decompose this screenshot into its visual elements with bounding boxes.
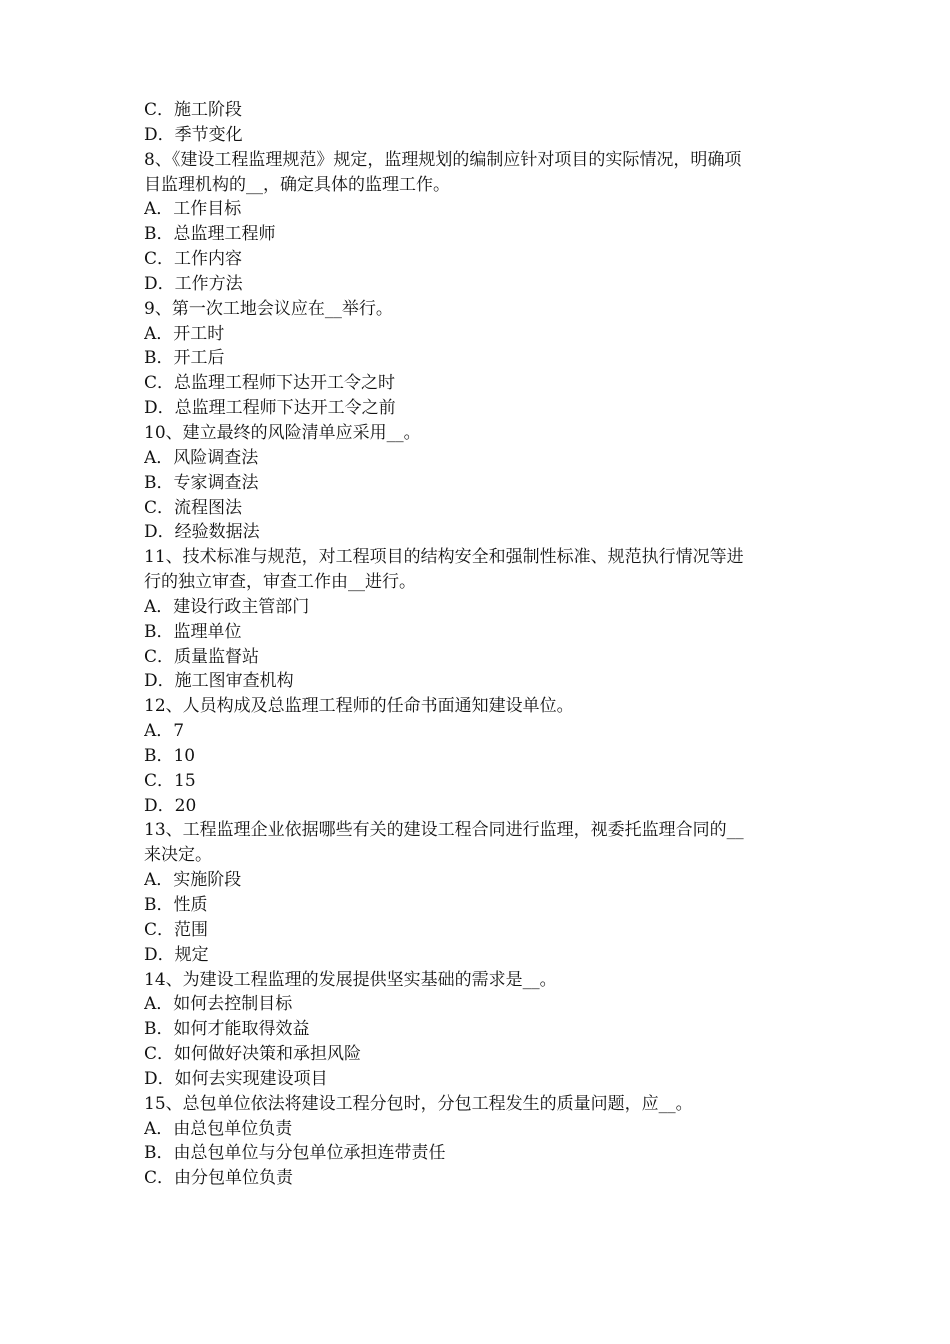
option-line: B．10 [144, 745, 196, 766]
option-line: C．15 [144, 770, 196, 791]
question-line: 行的独立审查，审查工作由__进行。 [144, 572, 416, 593]
option-line: D．经验数据法 [144, 522, 260, 543]
option-line: C．工作内容 [144, 249, 243, 270]
question-line: 13、工程监理企业依据哪些有关的建设工程合同进行监理，视委托监理合同的__ [144, 820, 744, 841]
option-line: A．开工时 [144, 323, 225, 344]
option-line: A．实施阶段 [144, 870, 242, 891]
option-line: A．工作目标 [144, 199, 242, 220]
question-line: 15、总包单位依法将建设工程分包时，分包工程发生的质量问题，应__。 [144, 1093, 693, 1114]
document-body [144, 98, 816, 1191]
question-line: 9、第一次工地会议应在__举行。 [144, 298, 393, 319]
question-line: 10、建立最终的风险清单应采用__。 [144, 422, 421, 443]
option-line: D．工作方法 [144, 273, 243, 294]
option-line: B．如何才能取得效益 [144, 1019, 310, 1040]
option-line: A．风险调查法 [144, 447, 259, 468]
option-line: C．施工阶段 [144, 100, 243, 120]
option-line: D．施工图审查机构 [144, 671, 294, 692]
option-line: C．如何做好决策和承担风险 [144, 1044, 362, 1065]
option-line: D．如何去实现建设项目 [144, 1068, 328, 1089]
question-line: 12、人员构成及总监理工程师的任命书面通知建设单位。 [144, 696, 574, 717]
option-line: D．20 [144, 795, 197, 816]
option-line: C．质量监督站 [144, 646, 260, 667]
option-line: D．规定 [144, 944, 209, 965]
option-line: B．性质 [144, 895, 208, 915]
question-line: 14、为建设工程监理的发展提供坚实基础的需求是__。 [144, 969, 557, 990]
option-line: C．流程图法 [144, 497, 243, 518]
option-line: A．由总包单位负责 [144, 1118, 293, 1139]
option-line: C．由分包单位负责 [144, 1168, 294, 1189]
option-line: A．如何去控制目标 [144, 994, 293, 1015]
option-line: B．总监理工程师 [144, 224, 276, 245]
question-line: 8、《建设工程监理规范》规定，监理规划的编制应针对项目的实际情况，明确项 [144, 149, 742, 170]
question-line: 11、技术标准与规范，对工程项目的结构安全和强制性标准、规范执行情况等进 [144, 547, 744, 568]
option-line: D．季节变化 [144, 124, 243, 145]
question-line: 来决定。 [144, 845, 212, 866]
option-line: A．建设行政主管部门 [144, 596, 310, 617]
option-line: B．由总包单位与分包单位承担连带责任 [144, 1143, 446, 1164]
question-line: 目监理机构的__，确定具体的监理工作。 [144, 174, 450, 195]
option-line: B．监理单位 [144, 621, 242, 642]
option-line: C．范围 [144, 919, 209, 940]
option-line: B．开工后 [144, 348, 225, 369]
option-line: B．专家调查法 [144, 472, 259, 493]
option-line: A．7 [144, 721, 185, 742]
option-line: D．总监理工程师下达开工令之前 [144, 398, 396, 419]
option-line: C．总监理工程师下达开工令之时 [144, 373, 396, 394]
